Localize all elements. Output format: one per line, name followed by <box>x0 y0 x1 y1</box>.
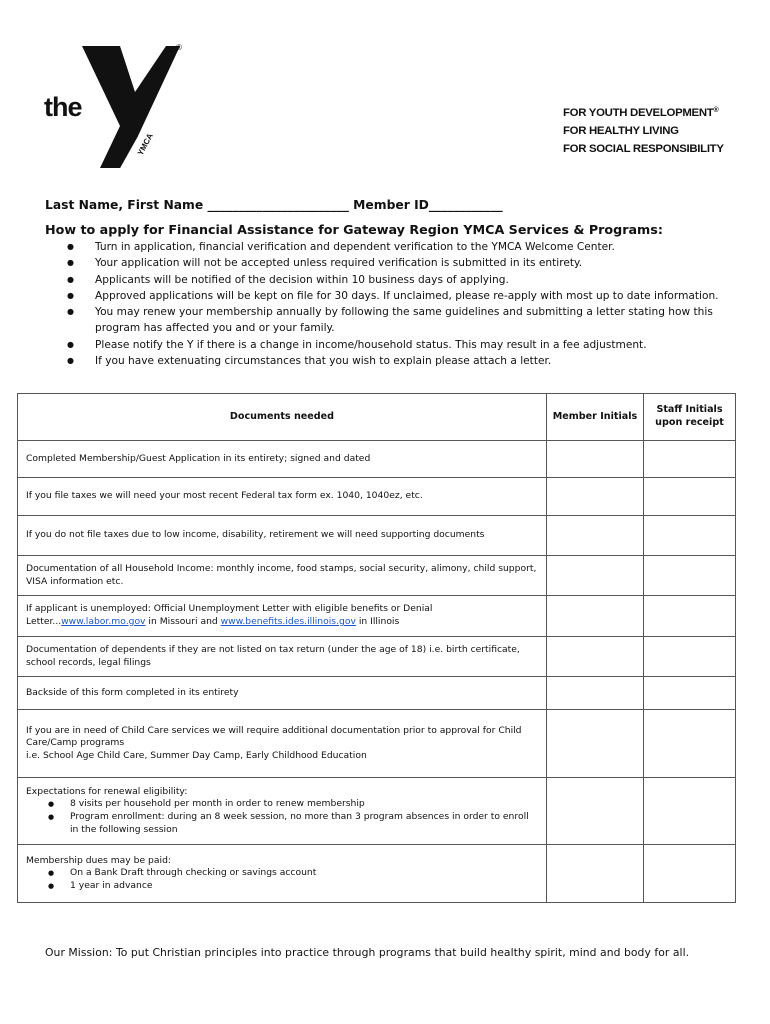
list-item: ● On a Bank Draft through checking or savings account <box>26 867 538 880</box>
table-row <box>18 516 736 556</box>
mission-statement: Our Mission: To put Christian principles into practice through programs that build healthy spirit, mind and body for all. <box>45 946 690 959</box>
name-member-id-line: Last Name, First Name _______________________ Member ID____________ <box>45 198 503 212</box>
document-description: Membership dues may be paid: ● On a Bank Draft through checking or savings account ● 1 year in advance <box>18 845 547 903</box>
instruction-item: ● Your application will not be accepted unless required verification is submitted in its entirety. <box>62 255 722 271</box>
member-initials-cell[interactable] <box>547 516 644 556</box>
header-staff-initials: Staff Initials upon receipt <box>644 394 736 441</box>
member-initials-cell[interactable] <box>547 845 644 903</box>
staff-initials-cell[interactable] <box>644 596 736 637</box>
staff-initials-cell[interactable] <box>644 778 736 845</box>
table-row <box>18 478 736 516</box>
document-description: Backside of this form completed in its entirety <box>18 677 547 710</box>
document-description: If you are in need of Child Care services we will require additional documentation prior to approval for Child Care/Camp programs i.e. School Age Child Care, Summer Day Camp, Early Childhood Education <box>18 710 547 778</box>
member-initials-cell[interactable] <box>547 637 644 677</box>
instruction-item: ● Approved applications will be kept on file for 30 days. If unclaimed, please re-apply with most up to date information. <box>62 288 722 304</box>
instruction-item: ● Applicants will be notified of the decision within 10 business days of applying. <box>62 272 722 288</box>
tagline-social: FOR SOCIAL RESPONSIBILITY <box>563 143 724 155</box>
member-initials-cell[interactable] <box>547 441 644 478</box>
document-description: If applicant is unemployed: Official Unemployment Letter with eligible benefits or Denial Letter...www.labor.mo.gov in Missouri and www.benefits.ides.illinois.gov in Illinois <box>18 596 547 637</box>
taglines <box>563 102 724 158</box>
staff-initials-cell[interactable] <box>644 516 736 556</box>
document-description: If you file taxes we will need your most recent Federal tax form ex. 1040, 1040ez, etc. <box>18 478 547 516</box>
header-documents-needed: Documents needed <box>18 394 547 441</box>
table-row <box>18 596 736 637</box>
member-initials-cell[interactable] <box>547 556 644 596</box>
document-description: Documentation of dependents if they are not listed on tax return (under the age of 18) i.e. birth certificate, school records, legal filings <box>18 637 547 677</box>
staff-initials-cell[interactable] <box>644 556 736 596</box>
list-item: ● Program enrollment: during an 8 week session, no more than 3 program absences in order to enroll in the following session <box>26 811 538 836</box>
instruction-item: ● Turn in application, financial verification and dependent verification to the YMCA Welcome Center. <box>62 239 722 255</box>
instruction-item: ● Please notify the Y if there is a change in income/household status. This may result in a fee adjustment. <box>62 337 722 353</box>
page-title: How to apply for Financial Assistance for Gateway Region YMCA Services & Programs: <box>45 222 663 237</box>
list-item: ● 1 year in advance <box>26 880 538 893</box>
instruction-item: ● If you have extenuating circumstances that you wish to explain please attach a letter. <box>62 353 722 369</box>
header-member-initials: Member Initials <box>547 394 644 441</box>
labor-mo-link[interactable]: www.labor.mo.gov <box>61 616 146 627</box>
member-initials-cell[interactable] <box>547 778 644 845</box>
document-description: Completed Membership/Guest Application in its entirety; signed and dated <box>18 441 547 478</box>
table-row <box>18 677 736 710</box>
staff-initials-cell[interactable] <box>644 845 736 903</box>
table-row <box>18 441 736 478</box>
table-row <box>18 637 736 677</box>
staff-initials-cell[interactable] <box>644 710 736 778</box>
document-description: Expectations for renewal eligibility: ● 8 visits per household per month in order to renew membership ● Program enrollment: during an 8 week session, no more than 3 program absences in order to enroll in the following session <box>18 778 547 845</box>
tagline-youth: FOR YOUTH DEVELOPMENT® <box>563 107 719 119</box>
member-initials-cell[interactable] <box>547 677 644 710</box>
logo-registered-mark: ® <box>176 43 182 52</box>
member-initials-cell[interactable] <box>547 596 644 637</box>
table-row <box>18 778 736 845</box>
tagline-healthy: FOR HEALTHY LIVING <box>563 125 679 137</box>
document-description: Documentation of all Household Income: monthly income, food stamps, social security, alimony, child support, VISA information etc. <box>18 556 547 596</box>
table-row <box>18 710 736 778</box>
document-description: If you do not file taxes due to low income, disability, retirement we will need supporting documents <box>18 516 547 556</box>
table-row <box>18 845 736 903</box>
staff-initials-cell[interactable] <box>644 637 736 677</box>
staff-initials-cell[interactable] <box>644 441 736 478</box>
member-initials-cell[interactable] <box>547 478 644 516</box>
ymca-logo <box>44 40 194 170</box>
instructions-list <box>62 239 722 369</box>
logo-word: the <box>44 92 82 122</box>
ides-illinois-link[interactable]: www.benefits.ides.illinois.gov <box>220 616 356 627</box>
staff-initials-cell[interactable] <box>644 677 736 710</box>
staff-initials-cell[interactable] <box>644 478 736 516</box>
table-row <box>18 556 736 596</box>
instruction-item: ● You may renew your membership annually by following the same guidelines and submitting a letter stating how this program has affected you and or your family. <box>62 304 722 337</box>
documents-table <box>17 393 736 903</box>
ymca-y-mark <box>80 40 190 168</box>
member-initials-cell[interactable] <box>547 710 644 778</box>
list-item: ● 8 visits per household per month in order to renew membership <box>26 798 538 811</box>
logo-ymca-text: YMCA <box>135 131 155 157</box>
table-header-row <box>18 394 736 441</box>
